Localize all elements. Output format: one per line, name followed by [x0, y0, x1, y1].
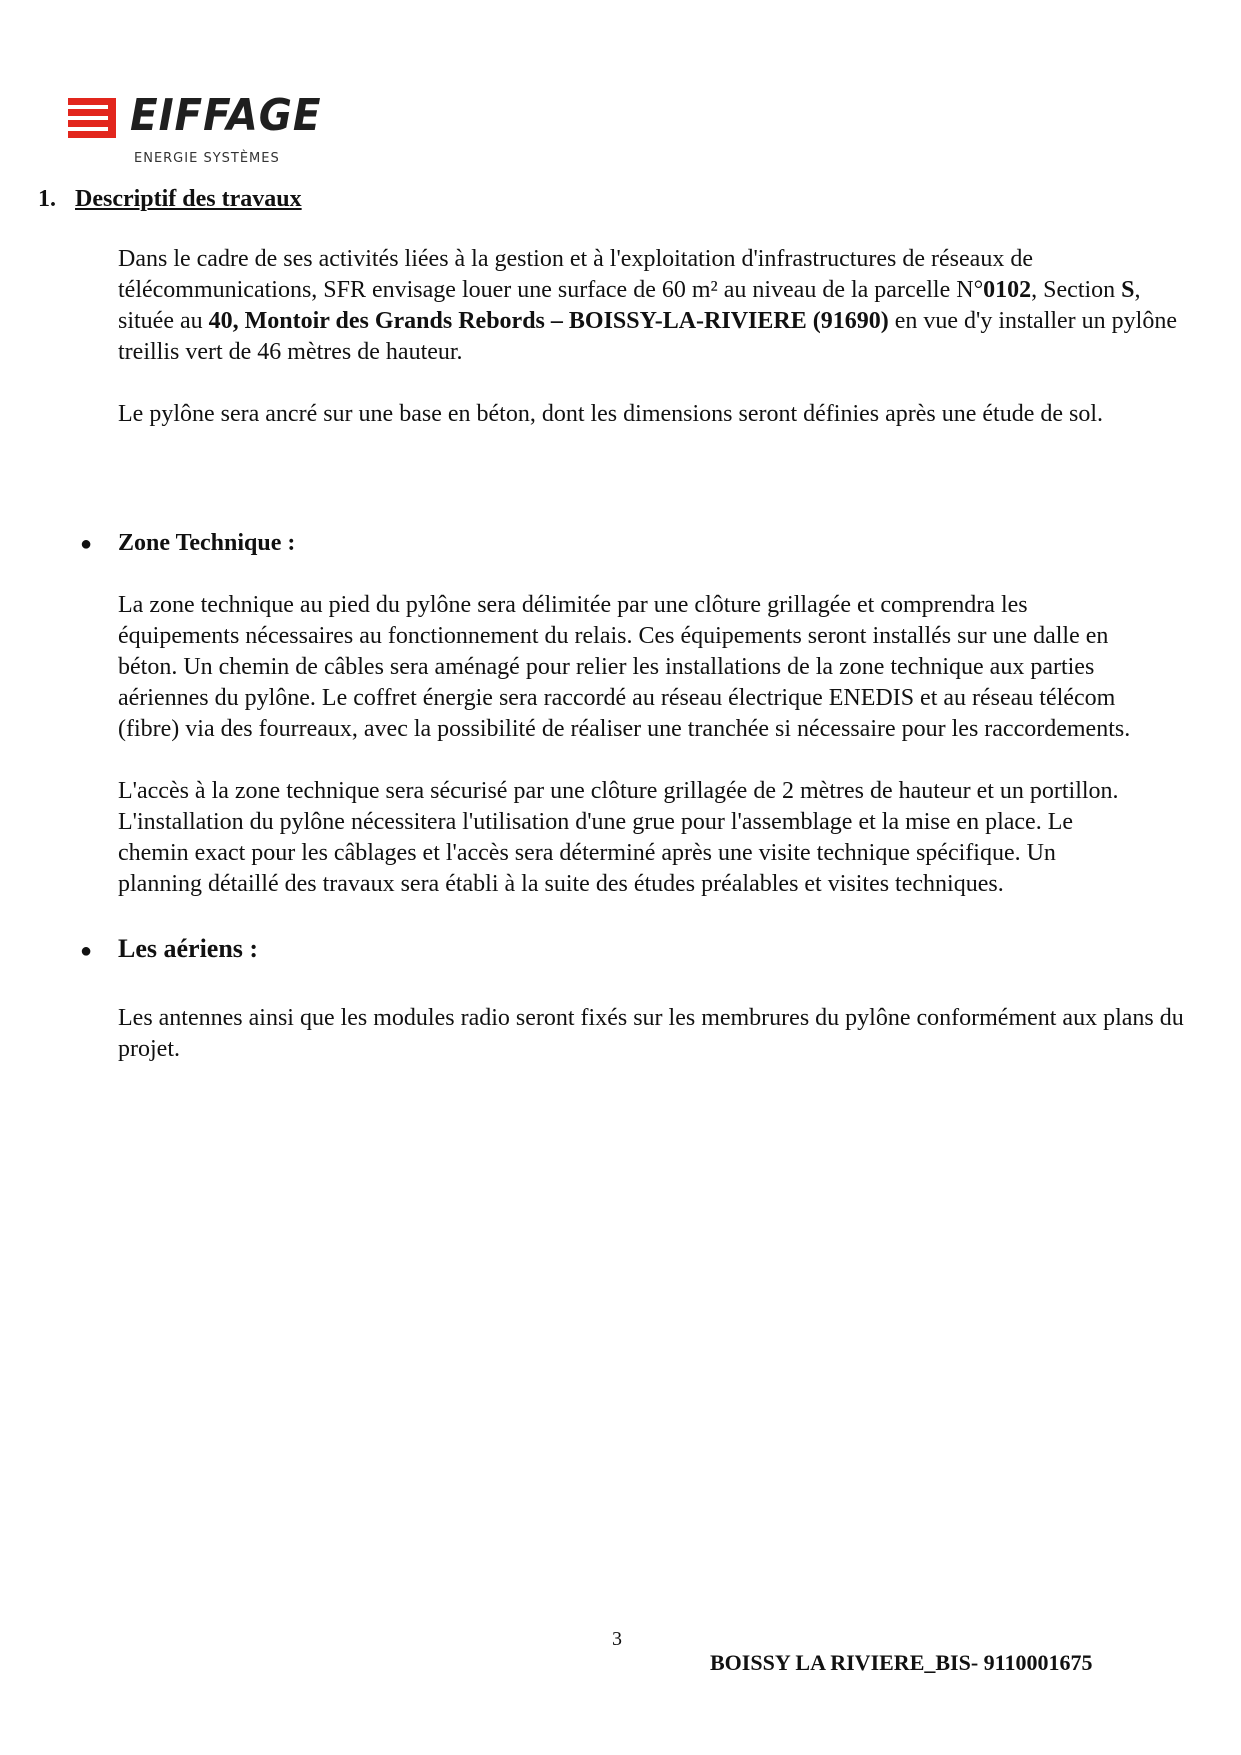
section-letter: S — [1121, 277, 1135, 303]
intro-paragraph-1 — [118, 244, 1193, 368]
intro-text-4: en vue d'y installer un pylône treillis vert de 46 mètres de hauteur. — [118, 308, 1177, 365]
intro-paragraph-2: Le pylône sera ancré sur une base en béton, dont les dimensions seront définies après une étude de sol. — [118, 401, 1104, 427]
page-number: 3 — [612, 1628, 622, 1650]
logo-wordmark: EIFFAGE — [130, 90, 322, 141]
aeriens-paragraph: Les antennes ainsi que les modules radio seront fixés sur les membrures du pylône conformément aux plans du projet. — [118, 1005, 1184, 1062]
eiffage-logo-mark-icon — [68, 96, 120, 140]
footer-reference: BOISSY LA RIVIERE_BIS- 9110001675 — [710, 1650, 1093, 1675]
intro-text-2: , Section — [1031, 277, 1122, 303]
aeriens-heading — [80, 934, 258, 964]
section-title: Descriptif des travaux — [75, 186, 302, 212]
zone-technique-heading — [80, 530, 295, 557]
intro-text-1: Dans le cadre de ses activités liées à la gestion et à l'exploitation d'infrastructures de réseaux de télécommunications, SFR envisage louer une surface de 60 m² au niveau de la parcelle N° — [118, 246, 1033, 303]
logo-subtitle: ENERGIE SYSTÈMES — [134, 151, 280, 166]
zone-technique-title: Zone Technique : — [118, 530, 296, 556]
zone-technique-paragraph-1: La zone technique au pied du pylône sera délimitée par une clôture grillagée et comprendra les équipements nécessaires au fonctionnement du relais. Ces équipements seront installés sur une dalle en béton. Un chemin de câbles sera aménagé pour relier les installations de la zone technique aux parties aériennes du pylône. Le coffret énergie sera raccordé au réseau électrique ENEDIS et au réseau télécom (fibre) via des fourreaux, avec la possibilité de réaliser une tranchée si nécessaire pour les raccordements. — [118, 592, 1131, 742]
site-address: 40, Montoir des Grands Rebords – BOISSY-LA-RIVIERE (91690) — [208, 308, 889, 334]
bullet-icon: ● — [80, 940, 93, 962]
zone-technique-paragraph-2: L'accès à la zone technique sera sécurisé par une clôture grillagée de 2 mètres de hauteur et un portillon. L'installation du pylône nécessitera l'utilisation d'une grue pour l'assemblage et la mise en place. Le chemin exact pour les câblages et l'accès sera déterminé après une visite technique spécifique. Un planning détaillé des travaux sera établi à la suite des études préalables et visites techniques. — [118, 778, 1119, 897]
section-heading — [38, 186, 302, 213]
eiffage-logo — [68, 92, 338, 172]
parcel-number: 0102 — [983, 277, 1032, 303]
section-number: 1. — [38, 186, 56, 212]
intro-text-3: , située au — [118, 277, 1141, 334]
aeriens-title: Les aériens : — [118, 934, 259, 963]
bullet-icon: ● — [80, 533, 93, 555]
